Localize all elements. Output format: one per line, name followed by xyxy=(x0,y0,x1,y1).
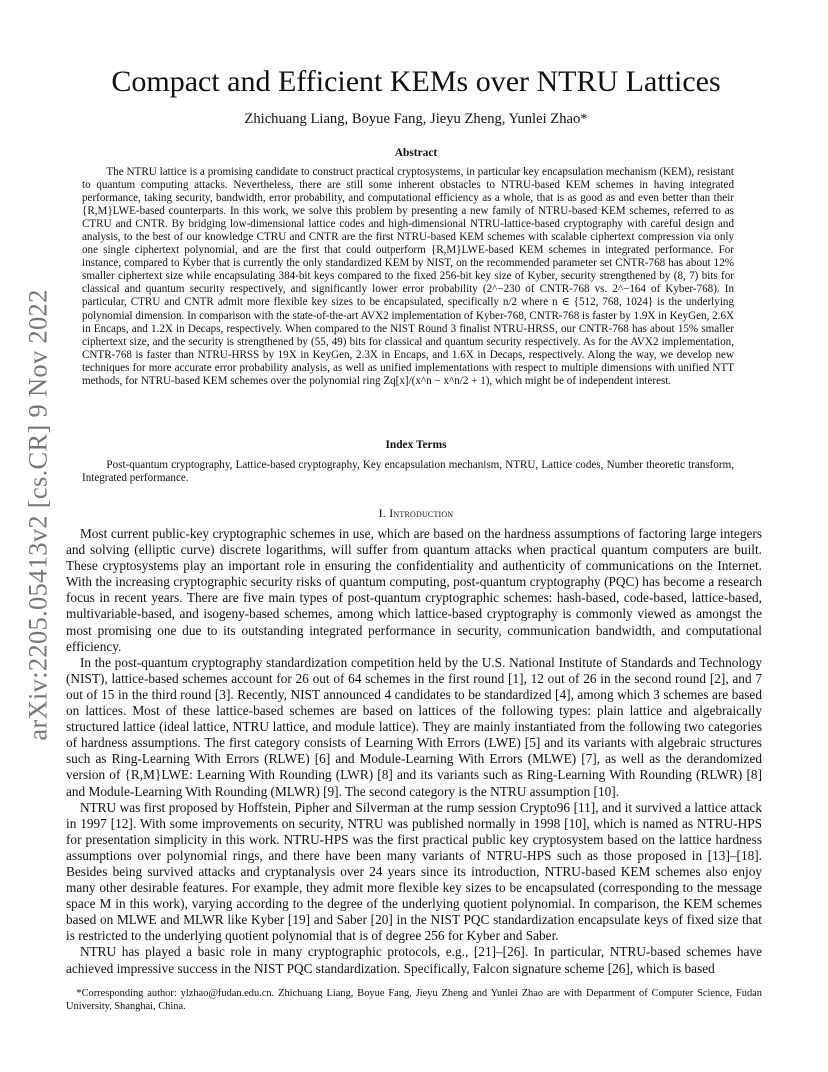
index-terms-heading: Index Terms xyxy=(385,439,447,451)
intro-paragraph-3: NTRU was first proposed by Hoffstein, Pipher and Silverman at the rump session Crypto96 [11], and it survived a lattice attack in 1997 [12]. With some improvements on security, NTRU was published normally in 1998 [10], which is named as NTRU-HPS for presentation simplicity in this work. NTRU-HPS was the first practical public key cryptosystem based on the lattice hardness assumptions over polynomial rings, and there have been many variants of NTRU-HPS such as those proposed in [13]–[18]. Besides being survived attacks and cryptanalysis over 24 years since its introduction, NTRU-based KEM schemes also enjoy many other desirable features. For example, they admit more flexible key sizes to be encapsulated (corresponding to the message space M in this work), varying according to the degree of the underlying quotient polynomial. In comparison, the KEM schemes based on MLWE and MLWR like Kyber [19] and Saber [20] in the NIST PQC standardization encapsulate keys of fixed size that is restricted to the underlying quotient polynomial that is of degree 256 for Kyber and Saber. xyxy=(66,799,762,944)
abstract-text: The NTRU lattice is a promising candidate to construct practical cryptosystems, in particular key encapsulation mechanism (KEM), resistant to quantum computing attacks. Nevertheless, there are still some inherent obstacles to NTRU-based KEM schemes in having integrated performance, taking security, bandwidth, error probability, and computational efficiency as a whole, that is as good as and even better than their {R,M}LWE-based counterparts. In this work, we solve this problem by presenting a new family of NTRU-based KEM schemes, referred to as CTRU and CNTR. By bridging low-dimensional lattice codes and high-dimensional NTRU-lattice-based cryptography with careful design and analysis, to the best of our knowledge CTRU and CNTR are the first NTRU-based KEM schemes with scalable ciphertext compression via only one single ciphertext polynomial, and are the first that could outperform {R,M}LWE-based KEM schemes in integrated performance. For instance, compared to Kyber that is currently the only standardized KEM by NIST, on the recommended parameter set CNTR-768 has about 12% smaller ciphertext size while encapsulating 384-bit keys compared to the fixed 256-bit key size of Kyber, security strengthened by (8, 7) bits for classical and quantum security respectively, and significantly lower error probability (2^−230 of CNTR-768 vs. 2^−164 of Kyber-768). In particular, CTRU and CNTR admit more flexible key sizes to be encapsulated, specifically n/2 where n ∈ {512, 768, 1024} is the underlying polynomial dimension. In comparison with the state-of-the-art AVX2 implementation of Kyber-768, CNTR-768 is faster by 1.9X in KeyGen, 2.6X in Encaps, and 1.2X in Decaps, respectively. When compared to the NIST Round 3 finalist NTRU-HRSS, our CNTR-768 has about 15% smaller ciphertext size, and the security is strengthened by (55, 49) bits for classical and quantum security respectively. As for the AVX2 implementation, CNTR-768 is faster than NTRU-HRSS by 19X in KeyGen, 2.3X in Encaps, and 1.6X in Decaps, respectively. Along the way, we develop new techniques for more accurate error probability analysis, as well as unified implementations with respect to multiple dimensions with unified NTT methods, for NTRU-based KEM schemes over the polynomial ring Zq[x]/(x^n − x^n/2 + 1), which might be of independent interest. xyxy=(82,166,734,387)
intro-paragraph-2: In the post-quantum cryptography standardization competition held by the U.S. National Institute of Standards and Technology (NIST), lattice-based schemes account for 26 out of 64 schemes in the first round [1], 12 out of 26 in the second round [2], and 7 out of 15 in the third round [3]. Recently, NIST announced 4 candidates to be standardized [4], among which 3 schemes are based on lattices. Most of these lattice-based schemes are based on lattices of the following types: plain lattice and algebraically structured lattice (ideal lattice, NTRU lattice, and module lattice). They are mainly instantiated from the following two categories of hardness assumptions. The first category consists of Learning With Errors (LWE) [5] and its variants with algebraic structures such as Ring-Learning With Errors (RLWE) [6] and Module-Learning With Errors (MLWE) [7], as well as the derandomized version of {R,M}LWE: Learning With Rounding (LWR) [8] and its variants such as Ring-Learning With Rounding (RLWR) [8] and Module-Learning With Rounding (MLWR) [9]. The second category is the NTRU assumption [10]. xyxy=(66,654,762,799)
arxiv-id: arXiv:2205.05413v2 [cs.CR] 9 Nov 2022 xyxy=(22,289,53,741)
footnote: *Corresponding author: ylzhao@fudan.edu.cn. Zhichuang Liang, Boyue Fang, Jieyu Zheng and Yunlei Zhao are with Department of Computer Science, Fudan University, Shanghai, China. xyxy=(66,988,762,1012)
section-heading-introduction: I. Introduction xyxy=(378,506,454,520)
introduction-body xyxy=(66,526,762,977)
paper-title: Compact and Efficient KEMs over NTRU Lattices xyxy=(111,65,721,98)
arxiv-sidebar-stamp xyxy=(16,280,60,750)
intro-paragraph-1: Most current public-key cryptographic schemes in use, which are based on the hardness assumptions of factoring large integers and solving (elliptic curve) discrete logarithms, will suffer from quantum attacks when practical quantum computers are built. These cryptosystems play an important role in ensuring the confidentiality and authenticity of communications on the Internet. With the increasing cryptographic security risks of quantum computing, post-quantum cryptography (PQC) has become a research focus in recent years. There are five main types of post-quantum cryptographic schemes: hash-based, code-based, lattice-based, multivariable-based, and isogeny-based schemes, among which lattice-based cryptography is commonly viewed as amongst the most promising one due to its outstanding integrated performance in security, communication bandwidth, and computational efficiency. xyxy=(66,526,762,654)
abstract-heading: Abstract xyxy=(394,147,438,159)
index-terms-text: Post-quantum cryptography, Lattice-based cryptography, Key encapsulation mechanism, NTRU, Lattice codes, Number theoretic transform, Integrated performance. xyxy=(82,459,734,485)
author-list: Zhichuang Liang, Boyue Fang, Jieyu Zheng, Yunlei Zhao* xyxy=(244,111,588,127)
intro-paragraph-4: NTRU has played a basic role in many cryptographic protocols, e.g., [21]–[26]. In particular, NTRU-based schemes have achieved impressive success in the NIST PQC standardization. Specifically, Falcon signature scheme [26], which is based xyxy=(66,944,762,976)
